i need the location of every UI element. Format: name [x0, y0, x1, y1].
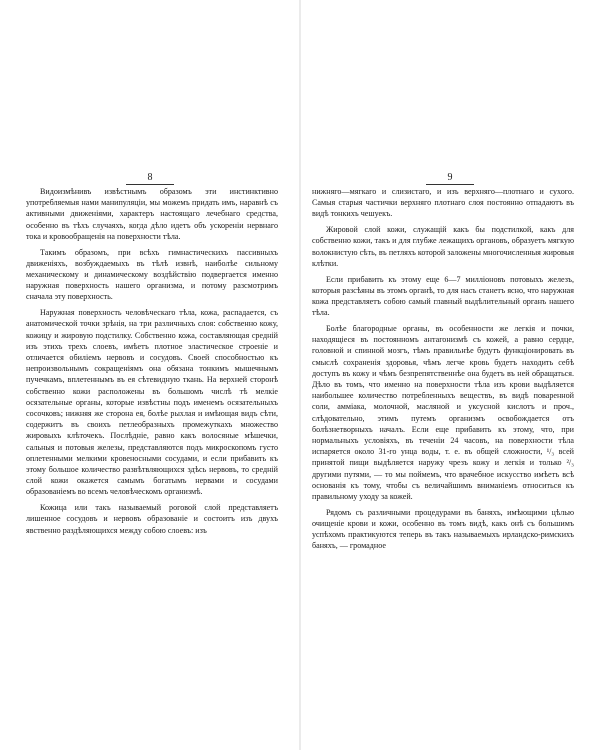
page-number-rule — [426, 184, 474, 185]
paragraph: Рядомъ съ различными процедурами въ баняхъ, имѣющими цѣлью очищеніе крови и кожи, особенно въ томъ видѣ, какъ онѣ съ большимъ успѣхомъ практикуются теперь въ такъ называемыхъ ирландско-римскихъ баняхъ, — громадное — [312, 507, 574, 551]
page-number-left: 8 — [0, 172, 300, 185]
paragraph: Если прибавить къ этому еще 6—7 милліоновъ потовыхъ железъ, которыя разсѣяны въ этомъ органѣ, то для насъ станетъ ясно, что наружная кожа представляетъ собою самый главный выдѣлительный органъ нашего тѣла. — [312, 274, 574, 318]
paragraph: Кожица или такъ называемый роговой слой представляетъ лишенное сосудовъ и нервовъ образованіе и состоитъ изъ двухъ явственно раздѣляющихся между собою слоевъ: изъ — [26, 503, 278, 535]
paragraph: Такимъ образомъ, при всѣхъ гимнастическихъ пассивныхъ движеніяхъ, возбуждаемыхъ въ тѣлѣ извнѣ, наиболѣе сильному механическому и динамическому воздѣйствію подвергается именно наружная поверхность нашего организма, и потому разсмотримъ сначала эту поверхность. — [26, 247, 278, 302]
left-text-column — [26, 186, 278, 540]
right-text-column — [312, 186, 574, 556]
paragraph: Наружная поверхность человѣческаго тѣла, кожа, распадается, съ анатомической точки зрѣнія, на три различныхъ слоя: собственно кожу, кожицу и жировую подстилку. Собственно кожа, составляющая средній изъ этихъ трехъ слоевъ, имѣетъ плотное эластическое строеніе и отличается обиліемъ нервовъ и сосудовъ. Своей способностью къ непроизвольнымъ сокращеніямъ она обязана тонкимъ мышечнымъ пучечкамъ, вплетеннымъ въ ея сѣтевидную ткань. На верхней сторонѣ собственно кожи расположены въ большомъ числѣ тѣ мелкіе осязательные органы, которые извѣстны подъ именемъ осязательныхъ сосочковъ; нижняя же сторона ея, болѣе рыхлая и имѣющая видъ сѣти, содержитъ въ своихъ петлеобразныхъ промежуткахъ множество жировыхъ клѣточекъ. Послѣдніе, равно какъ волосяные мѣшечки, сальныя и потовыя железы, представляются подъ микроскопомъ густо оплетенными мелкими кровеносными сосудами, и если прибавить къ этому большое количество развѣтвляющихся здѣсь нервовъ, то средній слой кожи окажется самымъ богатымъ нервами и сосудами образованіемъ во всемъ человѣческомъ организмѣ. — [26, 308, 278, 497]
paragraph: Жировой слой кожи, служащій какъ бы подстилкой, какъ для собственно кожи, такъ и для глубже лежащихъ органовъ, образуетъ мягкую волокнистую сѣть, въ петляхъ которой заложены многочисленныя жировыя клѣтки. — [312, 225, 574, 268]
paragraph: Видоизмѣнивъ извѣстнымъ образомъ эти инстинктивно употребляемыя нами манипуляціи, мы можемъ придать имъ, наравнѣ съ активными движеніями, характеръ настоящаго лечебнаго средства, особенно въ тѣхъ случаяхъ, когда дѣло идетъ объ ускореніи нервнаго тока и кровообращенія на поверхности тѣла. — [26, 187, 278, 241]
page-number-right: 9 — [300, 172, 600, 185]
paragraph: Болѣе благородные органы, въ особенности же легкія и почки, находящіеся въ постоянномъ антагонизмѣ съ кожей, а равно сердце, головной и спинной мозгъ, тѣмъ правильнѣе будутъ функціонировать въ смыслѣ сохраненія здоровья, чѣмъ легче кровь будетъ находить себѣ доступъ въ кожу и чѣмъ безпрепятственнѣе она будетъ въ ней обращаться. Дѣло въ томъ, что именно на поверхности тѣла изъ крови выдѣляется наибольшее количество потребленныхъ веществъ, въ видѣ поваренной соли, амміака, молочной, масляной и уксусной кислотъ и проч., слѣдовательно, этимъ путемъ организмъ освобождается отъ болѣзнетворныхъ началъ. Если еще прибавить къ этому, что, при нормальныхъ условіяхъ, въ теченіи 24 часовъ, на поверхности тѣла испаряется около 31-го унца воды, т. е. въ общей сложности, ¹/₃ всей принятой пищи выдѣляется наружу чрезъ кожу и легкія и только ²/₃ другими путями, — то мы поймемъ, что врачебное искусство имѣетъ всѣ основанія къ тому, чтобы съ величайшимъ вниманіемъ относиться къ правильному уходу за кожей. — [312, 324, 574, 502]
right-page — [300, 0, 600, 750]
page-number-rule — [126, 184, 174, 185]
paragraph: нижняго—мягкаго и слизистаго, и изъ верхняго—плотнаго и сухого. Самыя старыя частички верхняго плотнаго слоя постоянно отпадаютъ въ видѣ тонкихъ чешуекъ. — [312, 187, 574, 219]
